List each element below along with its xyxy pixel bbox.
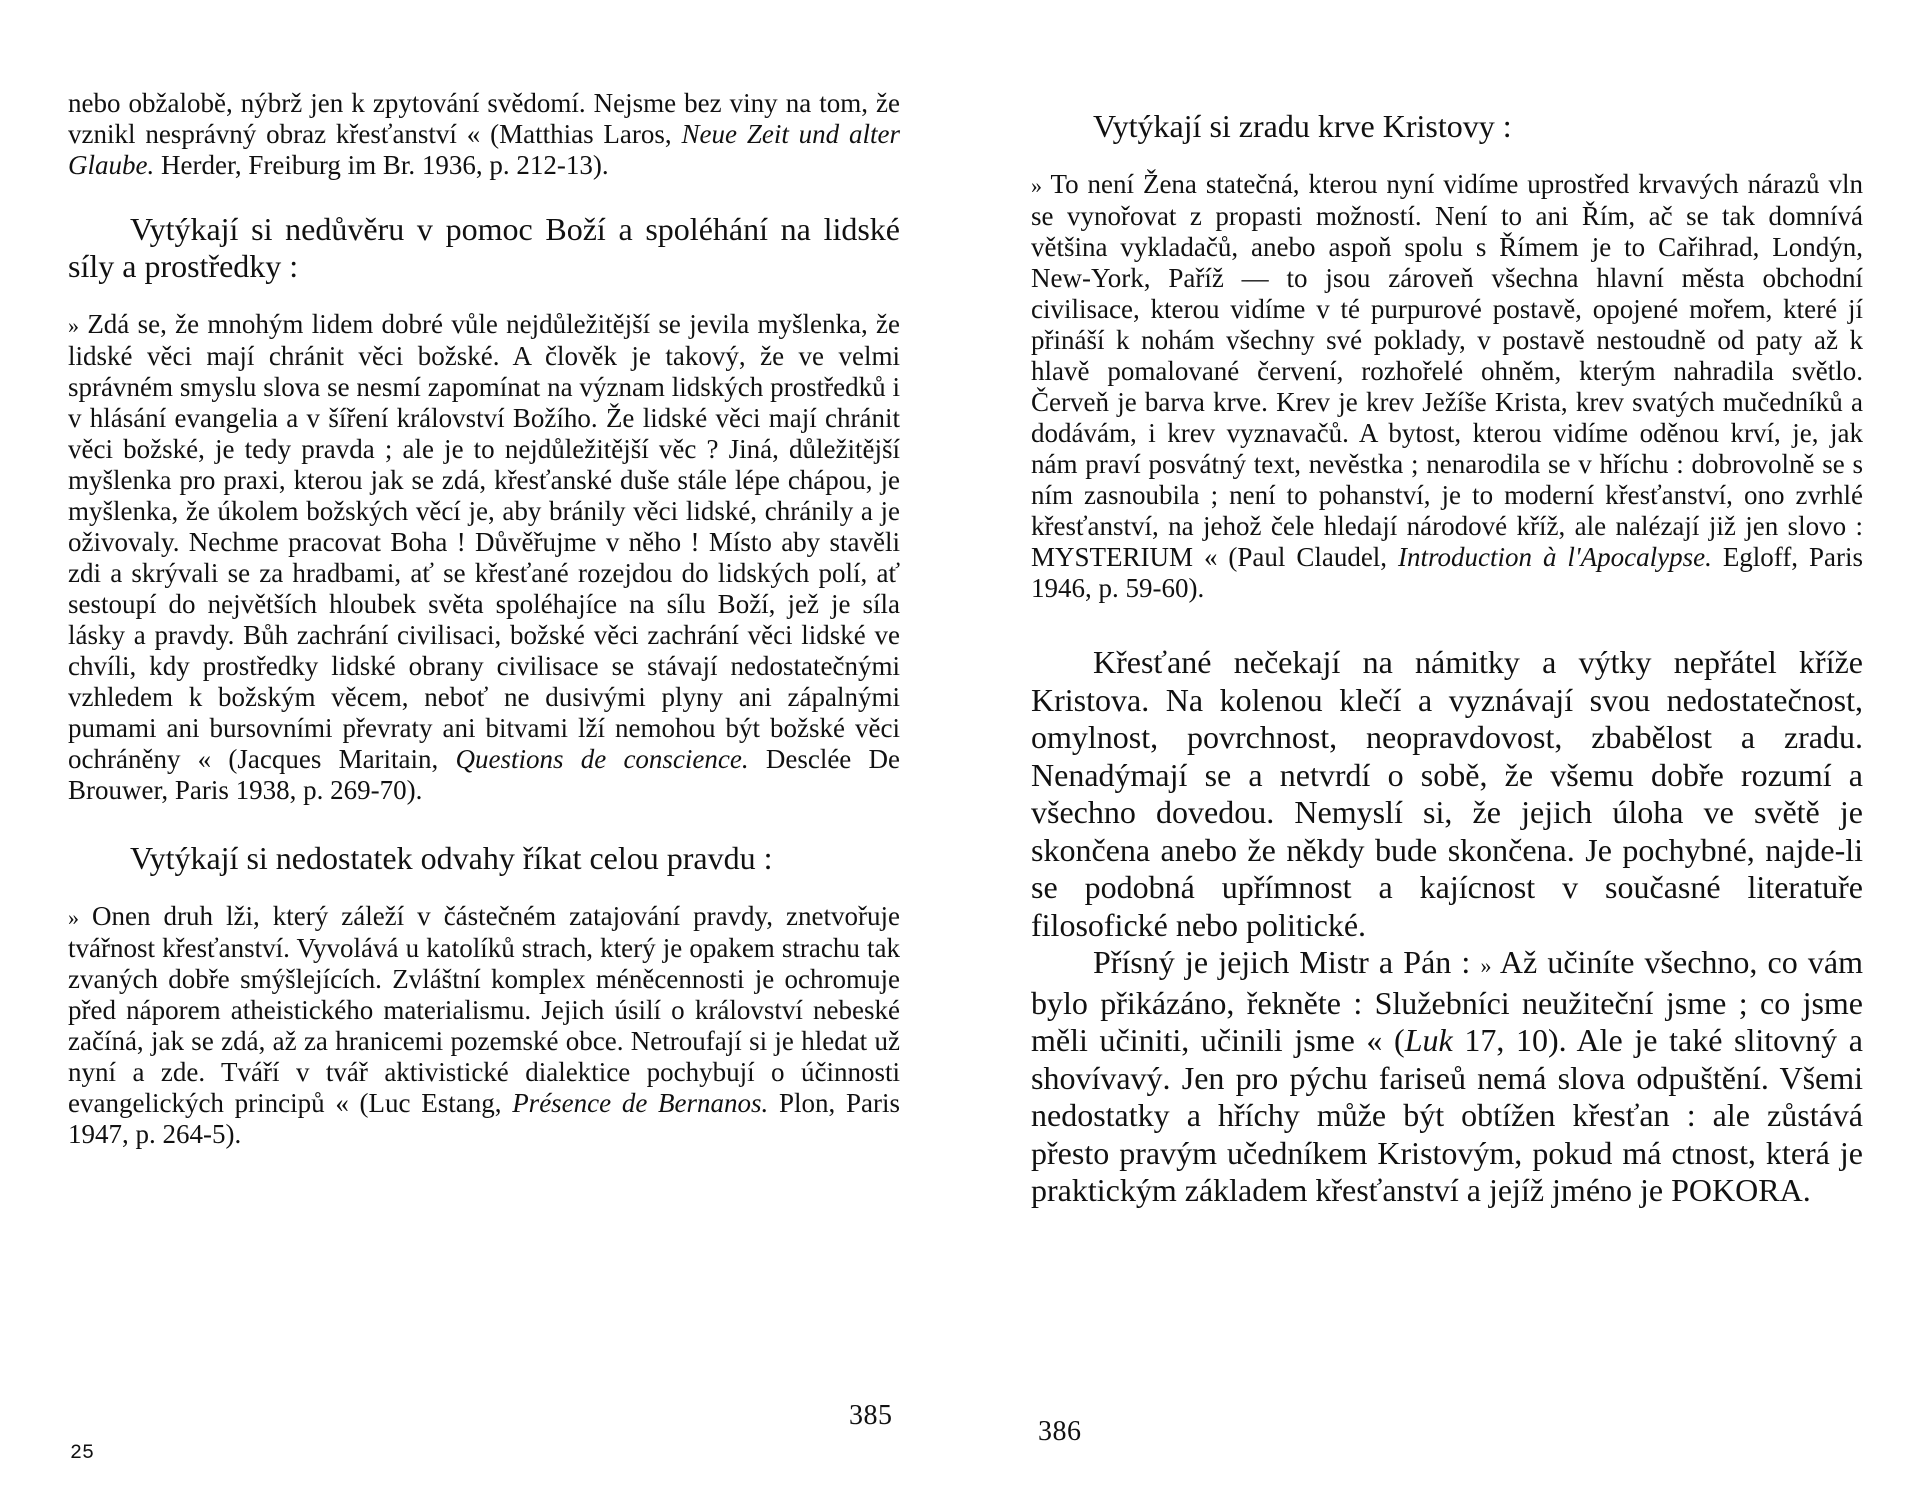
section-heading: Vytýkají si nedůvěru v pomoc Boží a spoléhání na lidské síly a prostředky : — [68, 211, 900, 284]
quote-mark: » — [68, 905, 79, 930]
page-number: 386 — [1038, 1416, 1082, 1447]
quote-text: Až učiníte všechno, co vám bylo přikázáno, řekněte : Služebníci neužiteční jsme ; co jsme měli učiniti, učinili jsme « ( — [1031, 944, 1864, 1058]
paragraph-text: nebo obžalobě, nýbrž jen k zpytování svědomí. Nejsme bez viny na tom, že vznikl nesprávný obraz křesťanství « (Matthias Laros, — [68, 88, 900, 149]
paragraph-text: Přísný je jejich Mistr a Pán : — [1093, 944, 1481, 980]
scripture-reference: Luk — [1404, 1022, 1453, 1058]
left-text-column — [68, 88, 900, 1150]
citation-text: Desclée De Brouwer, Paris 1938, p. 269-70). — [68, 744, 900, 805]
continued-paragraph — [68, 88, 900, 181]
book-title: Questions de conscience. — [455, 744, 749, 774]
citation-text: Herder, Freiburg im Br. 1936, p. 212-13). — [154, 150, 609, 180]
quote-text: Zdá se, že mnohým lidem dobré vůle nejdůležitější se jevila myšlenka, že lidské věci mají chránit věci božské. A člověk je takový, že ve velmi správném smyslu slova se nesmí zapomínat na význam lidských prostředků i v hlásání evangelia a v šíření království Božího. Že lidské věci mají chránit věci božské, je tedy pravda ; ale je to nejdůležitější věc ? Jiná, důležitější myšlenka pro praxi, kterou jak se zdá, křesťanské duše stále lépe chápou, je myšlenka, že úkolem božských věcí je, aby bránily věci lidské, chránily a je oživovaly. Nechme pracovat Boha ! Důvěřujme v něho ! Místo aby stavěli zdi a skrývali se za hradbami, ať se křesťané rozejdou do lidských polí, ať sestoupí do největších hloubek světa spoléhajíce na sílu Boží, jež je síla lásky a pravdy. Bůh zachrání civilisaci, božské věci zachrání věci lidské ve chvíli, kdy prostředky lidské obrany civilisace se stávají nedostatečnými vzhledem k božským věcem, neboť ne dusivými plyny ani zápalnými pumami ani bursovními převraty ani bitvami lží nemohou být božské věci ochráněny « (Jacques Maritain, — [68, 309, 900, 774]
quote-text: To není Žena statečná, kterou nyní vidíme uprostřed krvavých nárazů vln se vynořovat z propasti možností. Není to ani Řím, ač se tak domnívá většina vykladačů, anebo aspoň spolu s Římem je to Cařihrad, Londýn, New-York, Paříž — to jsou zároveň všechna hlavní města obchodní civilisace, kterou vidíme v té purpurové postavě, opojené mořem, které jí přináší k nohám všechny své poklady, v postavě nestoudně od paty až k hlavě pomalované červení, rozhořelé ohněm, kterým nahradila světlo. Červeň je barva krve. Krev je krev Ježíše Krista, krev svatých mučedníků a dodávám, i krev vyznavačů. A bytost, kterou vidíme oděnou krví, je, jak nám praví posvátný text, nevěstka ; nenarodila se v hříchu : dobrovolně se s ním zasnoubila ; není to pohanství, je to moderní křesťanství, ono zvrhlé křesťanství, na jehož čele hledají národové kříž, ale nalézají již jen slovo : MYSTERIUM « (Paul Claudel, — [1031, 169, 1864, 572]
section-heading: Vytýkají si nedostatek odvahy říkat celou pravdu : — [130, 840, 773, 876]
printer-signature: 25 — [70, 1442, 95, 1465]
quote-paragraph — [68, 309, 900, 806]
quote-mark: » — [1031, 173, 1042, 198]
section-heading: Vytýkají si zradu krve Kristovy : — [1093, 108, 1512, 144]
quote-paragraph — [1031, 169, 1863, 604]
body-paragraph: Křesťané nečekají na námitky a výtky nepřátel kříže Kristova. Na kolenou klečí a vyznávají svou nedostatečnost, omylnost, povrchnost, neopravdovost, zbabělost a zradu. Nenadýmají se a netvrdí o sobě, že všemu dobře rozumí a všechno dovedou. Nemyslí si, že jejich úloha ve světě je skončena anebo že někdy bude skončena. Je pochybné, najde-li se podobná upřímnost a kajícnost v současné literatuře filosofické nebo politické. — [1031, 644, 1863, 943]
page-number: 385 — [849, 1400, 893, 1431]
quote-text: Onen druh lži, který záleží v částečném zatajování pravdy, znetvořuje tvářnost křesťanství. Vyvolává u katolíků strach, který je opakem strachu tak zvaných dobře smýšlejících. Zvláštní komplex méněcennosti je ochromuje před náporem atheistického materialismu. Jejich úsilí o království nebeské začíná, jak se zdá, až za hranicemi pozemské obce. Netroufají si je hledat už nyní a zde. Tváří v tvář aktivistické dialektice pochybují o účinnosti evangelických principů « (Luc Estang, — [68, 901, 900, 1118]
body-paragraph — [1031, 944, 1863, 1210]
paragraph-text: 17, 10). Ale je také slitovný a shovívavý. Jen pro pýchu fariseů nemá slova odpuštění. Všemi nedostatky a hříchy může být obtížen křesťan : ale zůstává přesto pravým učedníkem Kristovým, pokud má ctnost, která je praktickým základem křesťanství a jejíž jméno je POKORA. — [1031, 1022, 1863, 1208]
quote-mark: » — [1480, 953, 1492, 978]
quote-mark: » — [68, 313, 79, 338]
right-text-column — [1031, 108, 1863, 1210]
book-title: Neue Zeit und alter Glaube. — [68, 119, 900, 180]
citation-text: Plon, Paris 1947, p. 264-5). — [68, 1088, 900, 1149]
book-title: Présence de Bernanos. — [512, 1088, 769, 1118]
quote-paragraph — [68, 901, 900, 1150]
book-title: Introduction à l'Apocalypse. — [1398, 542, 1712, 572]
right-page — [959, 0, 1918, 1500]
citation-text: Egloff, Paris 1946, p. 59-60). — [1031, 542, 1863, 603]
